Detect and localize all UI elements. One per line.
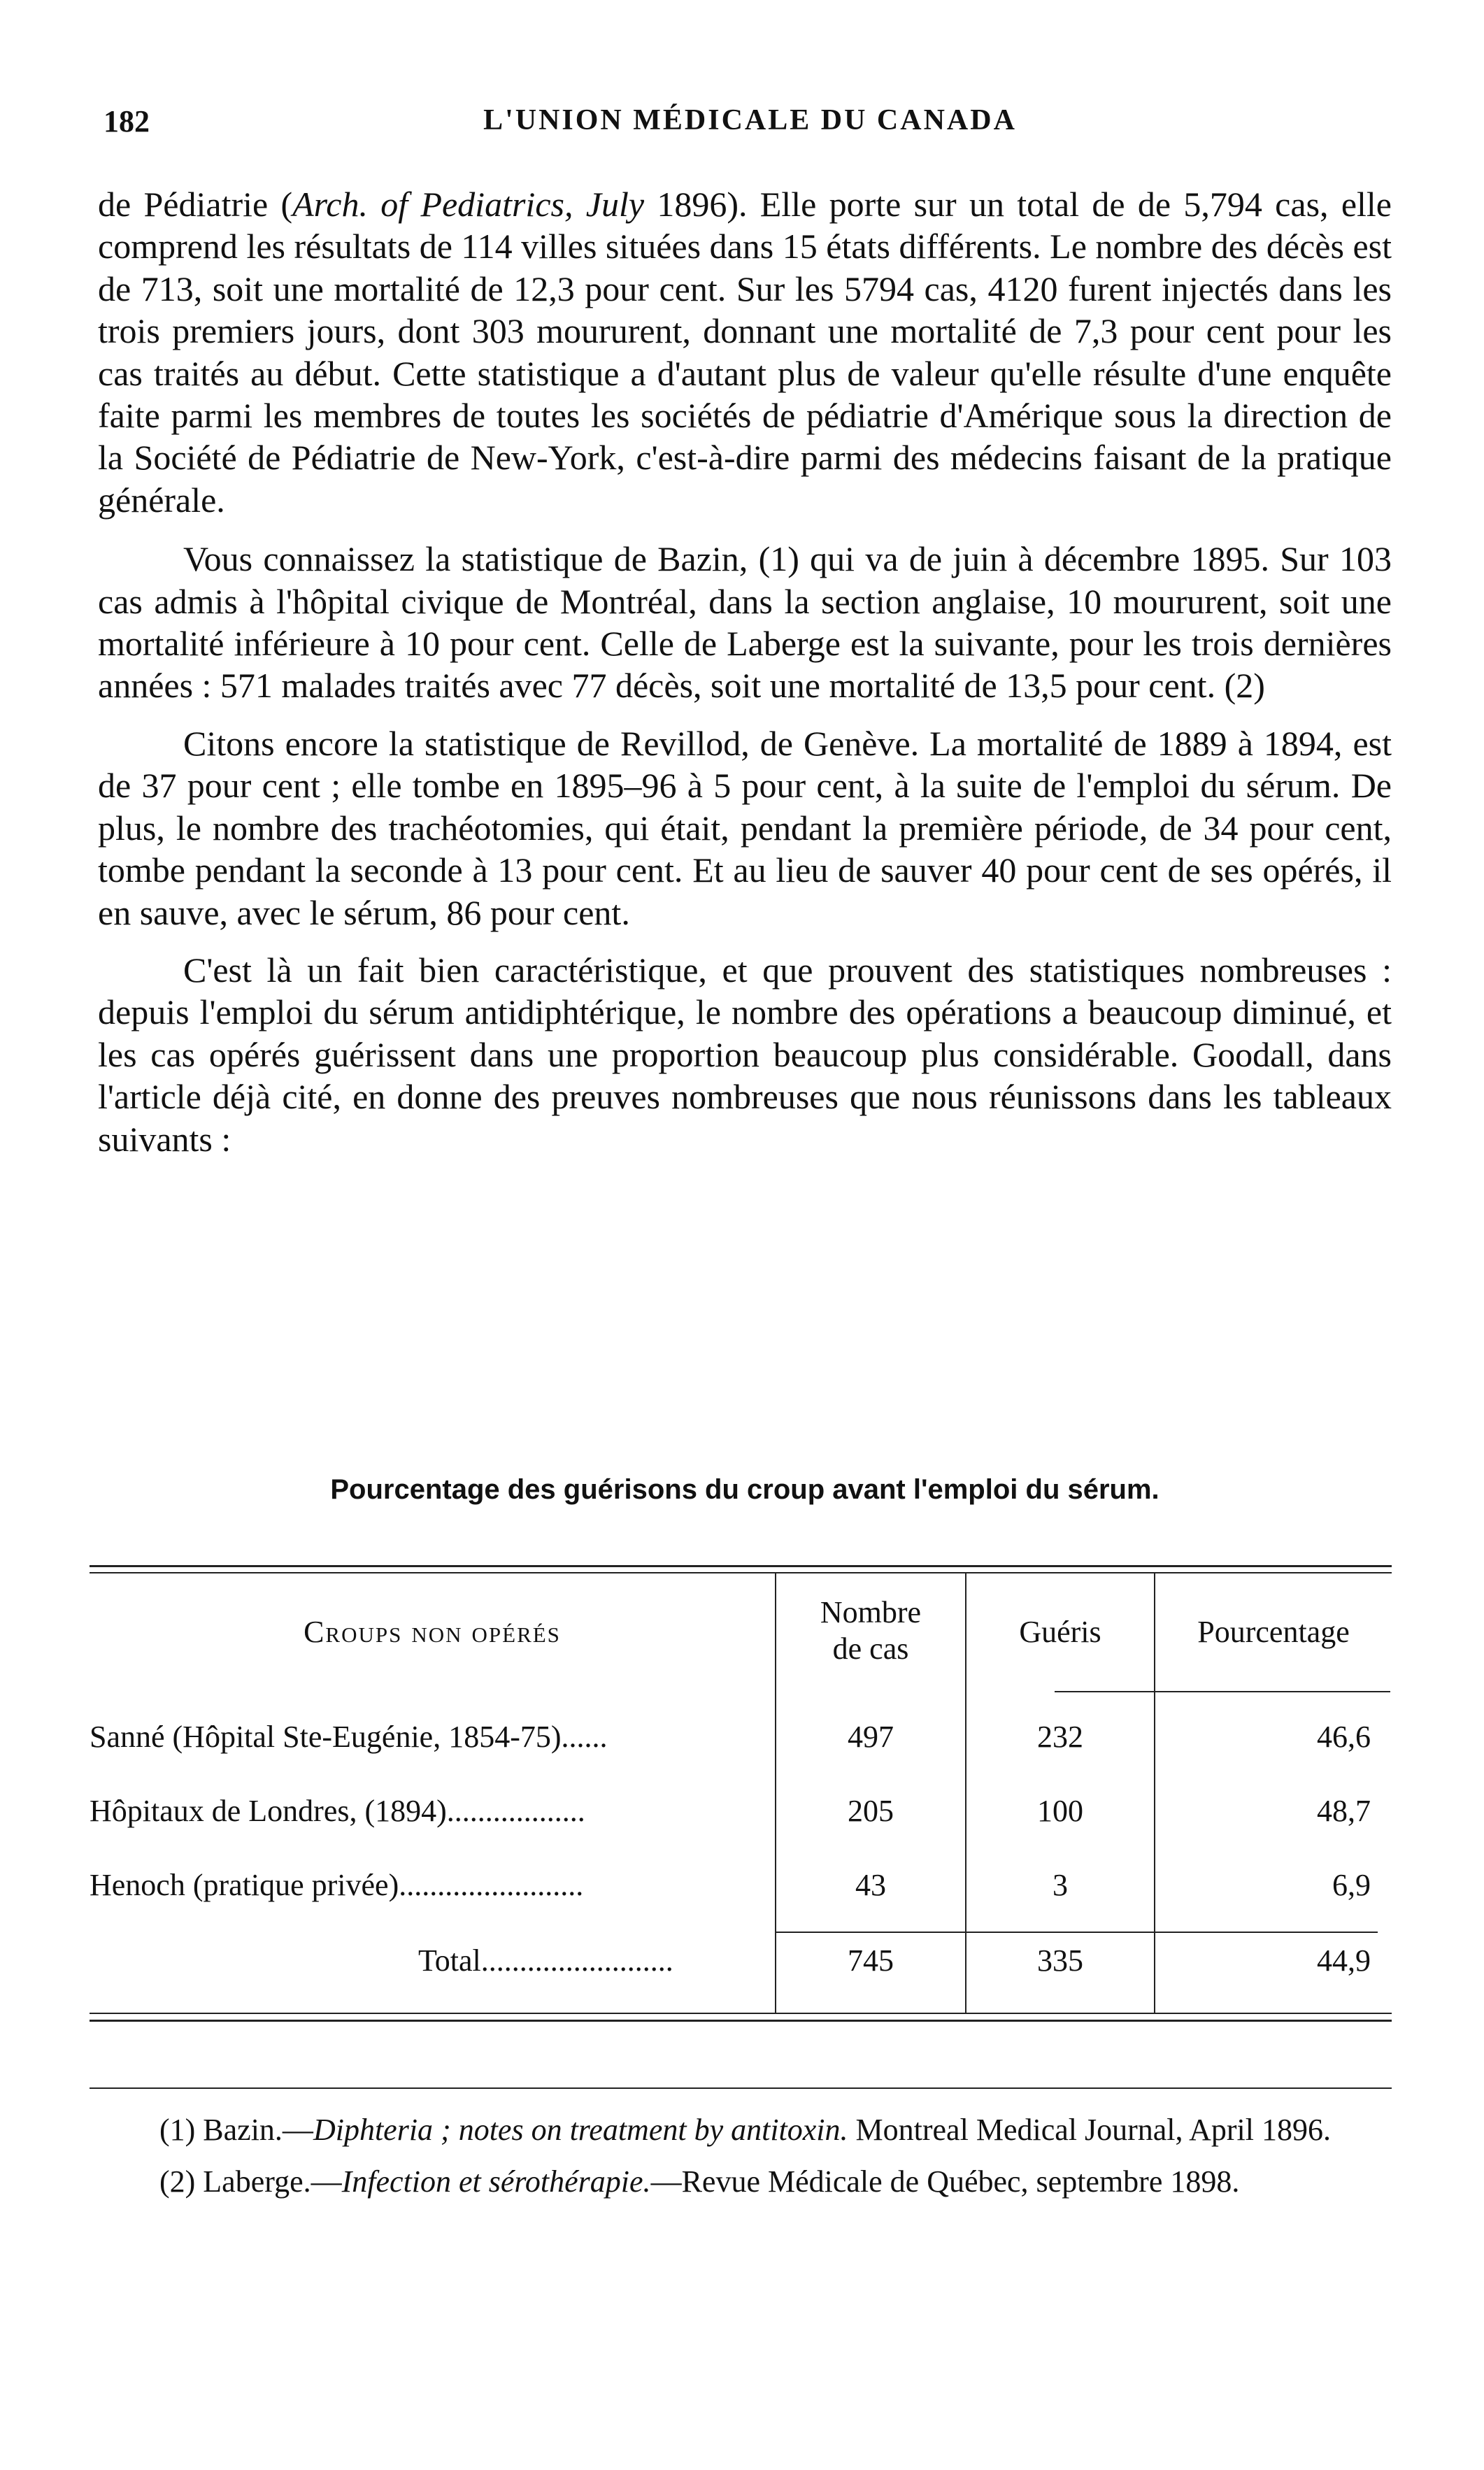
header-bottom-rule [1055,1691,1390,1692]
header-nombre: Nombre [820,1595,922,1629]
footnote-2-prefix: (2) Laberge.— [159,2164,342,2199]
footnote-1 [90,2112,1392,2148]
paragraph-3: Citons encore la statistique de Revillod, de Genève. La mortalité de 1889 à 1894, est de 37 pour cent ; elle tombe en 1895–96 à 5 pour cent, à la suite de l'emploi du sérum. De plus, le nombre des trachéotomies, qui était, pendant la première période, de 34 pour cent, tombe pendant la seconde à 13 pour cent. Et au lieu de sauver 40 pour cent de ses opérés, il en sauve, avec le sérum, 86 pour cent. [98,723,1392,932]
paragraph-1-citation: Arch. of Pediatrics, July [292,185,645,224]
row-2-label: Hôpitaux de Londres, (1894).................. [90,1794,585,1828]
row-2-cases: 205 [848,1794,894,1828]
paragraph-1 [98,183,1392,521]
table-bottom-rule [90,2013,1392,2014]
row-2-percentage: 48,7 [1317,1794,1371,1828]
paragraph-1-start: de Pédiatrie ( [98,185,293,224]
running-header [98,103,1402,152]
page-number: 182 [104,104,150,138]
footnote-1-source: Montreal Medical Journal, April 1896. [848,2113,1331,2147]
footnote-2 [90,2164,1392,2200]
row-1-cured: 232 [1037,1720,1083,1754]
header-de-cas: de cas [832,1632,909,1666]
total-rule [776,1932,1378,1933]
footnotes [90,2112,1392,2215]
header-croups-non-operes: Croups non opérés [304,1615,561,1649]
header-pourcentage: Pourcentage [1197,1615,1350,1649]
paragraph-2: Vous connaissez la statistique de Bazin, (1) qui va de juin à décembre 1895. Sur 103 cas admis à l'hôpital civique de Montréal, dans la section anglaise, 10 moururent, soit une mortalité inférieure à 10 pour cent. Celle de Laberge est la suivante, pour les trois dernières années : 571 malades traités avec 77 décès, soit une mortalité de 13,5 pour cent. (2) [98,539,1392,706]
header-gueris: Guéris [1019,1615,1101,1649]
article-body [98,183,1392,1176]
table-bottom-rule-inner [90,2020,1392,2022]
total-percentage: 44,9 [1317,1943,1371,1978]
row-1-percentage: 46,6 [1317,1720,1371,1754]
total-cases: 745 [848,1943,894,1978]
croup-table [90,1565,1392,2041]
paragraph-1-rest: 1896). Elle porte sur un total de de 5,794 cas, elle comprend les résultats de 114 villes situées dans 15 états différents. Le nombre des décès est de 713, soit une mortalité de 12,3 pour cent. Sur les 5794 cas, 4120 furent injectés dans les trois premiers jours, dont 303 moururent, donnant une mortalité de 7,3 pour cent pour les cas traités au début. Cette statistique a d'autant plus de valeur qu'elle résulte d'une enquête faite parmi les membres de toutes les sociétés de pédiatrie d'Amérique sous la direction de la Société de Pédiatrie de New-York, c'est-à-dire parmi des médecins faisant de la pratique générale. [98,185,1392,520]
table-title: Pourcentage des guérisons du croup avant l'emploi du sérum. [330,1474,1160,1505]
row-3-percentage: 6,9 [1332,1868,1371,1902]
header-nombre-de-cas [776,1594,965,1667]
table-top-rule-inner [90,1572,1392,1573]
footnote-separator [90,2087,1392,2089]
table-top-rule [90,1565,1392,1567]
row-2-cured: 100 [1037,1794,1083,1828]
row-3-cured: 3 [1053,1868,1068,1902]
row-1-label: Sanné (Hôpital Ste-Eugénie, 1854-75)...... [90,1720,608,1754]
row-3-cases: 43 [855,1868,886,1902]
row-1-cases: 497 [848,1720,894,1754]
footnote-1-title: Diphteria ; notes on treatment by antitoxin. [313,2113,848,2147]
footnote-2-source: —Revue Médicale de Québec, septembre 1898. [650,2164,1240,2199]
journal-title: L'UNION MÉDICALE DU CANADA [483,104,1017,136]
total-label: Total......................... [418,1943,673,1978]
footnote-1-prefix: (1) Bazin.— [159,2113,313,2147]
row-3-label: Henoch (pratique privée)........................ [90,1868,584,1902]
paragraph-4: C'est là un fait bien caractéristique, et que prouvent des statistiques nombreuses : depuis l'emploi du sérum antidiphtérique, le nombre des opérations a beaucoup diminué, et les cas opérés guérissent dans une proportion beaucoup plus considérable. Goodall, dans l'article déjà cité, en donne des preuves nombreuses que nous réunissons dans les tableaux suivants : [98,950,1392,1159]
footnote-2-title: Infection et sérothérapie. [341,2164,651,2199]
total-cured: 335 [1037,1943,1083,1978]
